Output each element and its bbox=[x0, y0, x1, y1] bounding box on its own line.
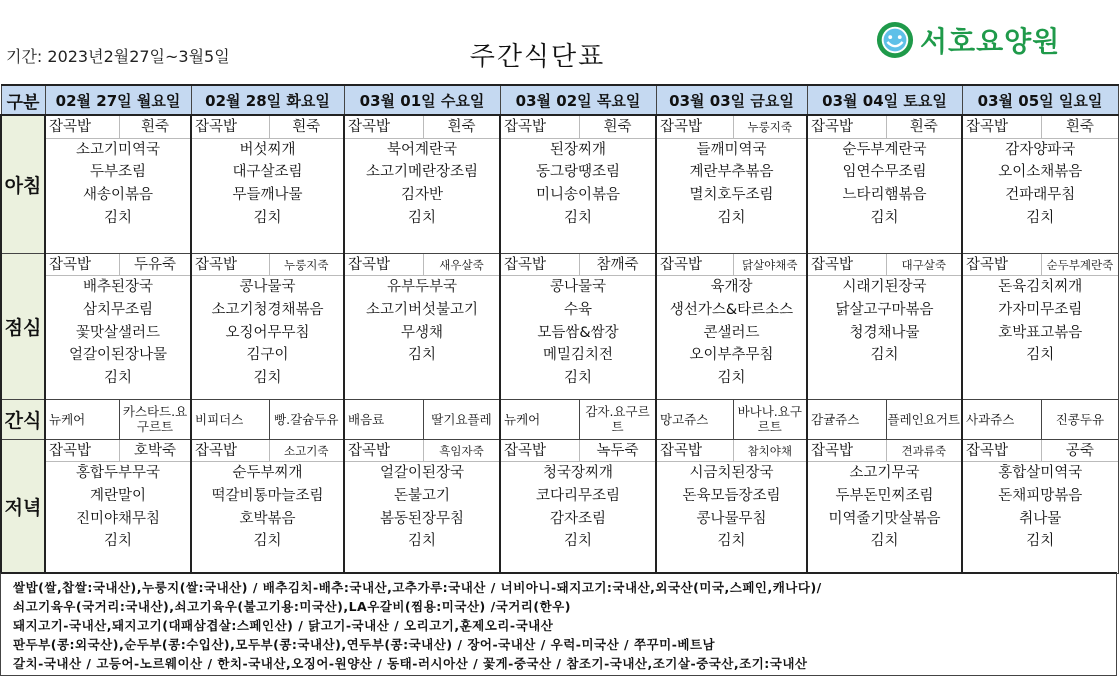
snack-item: 감자.요구르트 bbox=[579, 400, 655, 439]
menu-item: 얼갈이된장나물 bbox=[68, 347, 168, 364]
menu-item: 미니송이볶음 bbox=[535, 187, 621, 204]
staple-item: 잡곡밥 bbox=[966, 442, 1009, 459]
origin-line: 쇠고기육우(국거리:국내산),쇠고기육우(불고기용:미국산),LA우갈비(찜용:미국산) /국거리(한우) bbox=[13, 599, 571, 614]
porridge-item: 흰죽 bbox=[119, 116, 190, 138]
origin-line: 판두부(콩:외국산),순두부(콩:수입산),모두부(콩:국내산),연두부(콩:국내산) / 장어-국내산 / 우럭-미국산 / 쭈꾸미-베트남 bbox=[13, 637, 716, 652]
dinner-cell bbox=[45, 439, 191, 573]
menu-item: 김치 bbox=[563, 369, 592, 386]
menu-item: 무들깨나물 bbox=[232, 187, 303, 204]
menu-item: 소고기무국 bbox=[849, 465, 920, 482]
menu-item: 떡갈비통마늘조림 bbox=[211, 487, 324, 504]
menu-item: 미역줄기맛살볶음 bbox=[828, 510, 941, 527]
staple-row bbox=[808, 254, 961, 277]
menu-item: 두부돈민찌조림 bbox=[835, 487, 934, 504]
snack-item: 딸기요플레 bbox=[423, 400, 499, 439]
menu-item: 김치 bbox=[870, 347, 899, 364]
menu-item: 김치 bbox=[870, 533, 899, 550]
menu-item: 돈육모듬장조림 bbox=[682, 487, 781, 504]
staple-row bbox=[501, 254, 655, 277]
menu-item: 느타리햄볶음 bbox=[842, 187, 927, 204]
menu-item: 시래기된장국 bbox=[842, 279, 927, 296]
menu-item: 감자조림 bbox=[549, 510, 607, 527]
breakfast-cell bbox=[656, 115, 807, 253]
menu-item: 무생채 bbox=[400, 324, 444, 341]
staple-row bbox=[501, 116, 655, 139]
porridge-item: 두유죽 bbox=[119, 254, 190, 276]
menu-item: 김치 bbox=[870, 209, 899, 226]
menu-item: 홍합살미역국 bbox=[998, 465, 1083, 482]
menu-item: 계란부추볶음 bbox=[689, 164, 774, 181]
menu-item: 콩나물국 bbox=[239, 279, 296, 296]
origin-line: 돼지고기-국내산,돼지고기(대패삼겹살:스페인산) / 닭고기-국내산 / 오리고기,훈제오리-국내산 bbox=[13, 618, 554, 633]
staple-item: 잡곡밥 bbox=[348, 442, 391, 459]
menu-item: 순두부찌개 bbox=[232, 465, 303, 482]
dinner-cell bbox=[962, 439, 1118, 573]
snack-cell bbox=[191, 399, 344, 439]
staple-item: 잡곡밥 bbox=[195, 119, 238, 135]
menu-item: 소고기미역국 bbox=[75, 141, 161, 158]
snack-cell bbox=[45, 399, 191, 439]
menu-item: 육개장 bbox=[710, 279, 753, 296]
menu-item: 김치 bbox=[253, 209, 282, 226]
porridge-item: 누룽지죽 bbox=[269, 254, 344, 276]
staple-row bbox=[46, 440, 190, 463]
menu-item: 김치 bbox=[563, 209, 592, 226]
menu-item: 북어계란국 bbox=[386, 141, 458, 158]
menu-item: 돈육김치찌개 bbox=[998, 279, 1083, 296]
porridge-item: 흰죽 bbox=[579, 116, 655, 138]
porridge-item: 닭살야채죽 bbox=[733, 254, 807, 276]
menu-item: 김치 bbox=[103, 533, 132, 550]
dinner-cell bbox=[191, 439, 344, 573]
staple-row bbox=[657, 440, 806, 463]
menu-item: 호박표고볶음 bbox=[998, 324, 1083, 341]
menu-item: 새송이볶음 bbox=[82, 187, 154, 204]
menu-item: 꽃맛살샐러드 bbox=[75, 324, 161, 341]
snack-item: 배음료 bbox=[348, 411, 385, 427]
staple-row bbox=[345, 116, 499, 139]
day-header-row bbox=[1, 85, 1118, 115]
day-header: 03월 05일 일요일 bbox=[962, 85, 1118, 115]
porridge-item: 소고기죽 bbox=[269, 440, 344, 462]
lunch-cell bbox=[500, 253, 656, 399]
menu-item: 소고기버섯불고기 bbox=[365, 301, 479, 318]
staple-row bbox=[657, 254, 806, 277]
weekly-menu-table bbox=[0, 84, 1119, 574]
menu-item: 메밀김치전 bbox=[542, 347, 614, 364]
menu-item: 김치 bbox=[717, 533, 746, 550]
snack-item: 진콩두유 bbox=[1041, 400, 1117, 439]
snack-cell bbox=[962, 399, 1118, 439]
staple-row bbox=[345, 440, 499, 463]
porridge-item: 순두부계란죽 bbox=[1041, 254, 1117, 276]
porridge-item: 녹두죽 bbox=[579, 440, 655, 462]
menu-item: 생선가스&타르소스 bbox=[669, 301, 794, 318]
dinner-cell bbox=[807, 439, 962, 573]
menu-item bbox=[963, 367, 1118, 390]
menu-item: 청경채나물 bbox=[849, 324, 920, 341]
meal-label-lunch: 점심 bbox=[1, 253, 45, 399]
snack-items bbox=[963, 400, 1118, 439]
menu-item: 얼갈이된장국 bbox=[379, 465, 465, 482]
snack-cell bbox=[344, 399, 500, 439]
snack-cell bbox=[500, 399, 656, 439]
menu-item bbox=[808, 367, 961, 390]
menu-item: 감자양파국 bbox=[1005, 141, 1076, 158]
snack-items bbox=[501, 400, 655, 439]
day-header: 03월 02일 목요일 bbox=[500, 85, 656, 115]
menu-item: 들깨미역국 bbox=[696, 141, 767, 158]
staple-item: 잡곡밥 bbox=[811, 256, 854, 273]
lunch-cell bbox=[962, 253, 1118, 399]
staple-item: 잡곡밥 bbox=[966, 256, 1009, 273]
staple-row bbox=[963, 440, 1118, 463]
menu-item: 소고기메란장조림 bbox=[365, 164, 479, 181]
staple-row bbox=[657, 116, 806, 139]
staple-row bbox=[192, 116, 343, 139]
lunch-row bbox=[1, 253, 1118, 399]
page-header bbox=[0, 0, 1119, 84]
menu-item: 닭살고구마볶음 bbox=[835, 301, 934, 318]
breakfast-cell bbox=[962, 115, 1118, 253]
staple-row bbox=[192, 440, 343, 463]
meal-label-snack: 간식 bbox=[1, 399, 45, 439]
staple-row bbox=[963, 116, 1118, 139]
porridge-item: 누룽지죽 bbox=[733, 116, 807, 138]
porridge-item: 흰죽 bbox=[269, 116, 344, 138]
snack-row bbox=[1, 399, 1118, 439]
staple-item: 잡곡밥 bbox=[660, 256, 703, 273]
menu-item: 된장찌개 bbox=[549, 141, 607, 158]
menu-item: 청국장찌개 bbox=[542, 465, 614, 482]
menu-item: 동그랑땡조림 bbox=[535, 164, 621, 181]
day-header: 03월 04일 토요일 bbox=[807, 85, 962, 115]
menu-item: 김치 bbox=[253, 369, 282, 386]
snack-item: 바나나.요구르트 bbox=[733, 400, 807, 439]
snack-items bbox=[345, 400, 499, 439]
porridge-item: 공죽 bbox=[1041, 440, 1117, 462]
dinner-row bbox=[1, 439, 1118, 573]
menu-item: 배추된장국 bbox=[82, 279, 154, 296]
menu-item: 김치 bbox=[717, 369, 746, 386]
breakfast-cell bbox=[500, 115, 656, 253]
staple-row bbox=[345, 254, 499, 277]
menu-item: 시금치된장국 bbox=[689, 465, 774, 482]
menu-item: 취나물 bbox=[1019, 510, 1062, 527]
menu-item: 순두부계란국 bbox=[842, 141, 927, 158]
menu-item: 김구이 bbox=[246, 347, 289, 364]
staple-row bbox=[963, 254, 1118, 277]
menu-item: 김자반 bbox=[400, 187, 444, 204]
snack-item: 뉴케어 bbox=[49, 411, 86, 427]
menu-item: 삼치무조림 bbox=[82, 301, 154, 318]
snack-item: 뉴케어 bbox=[504, 411, 541, 427]
menu-item: 콩나물국 bbox=[549, 279, 607, 296]
snack-item: 감귤쥬스 bbox=[811, 411, 860, 427]
menu-item: 봄동된장무침 bbox=[379, 510, 465, 527]
breakfast-cell bbox=[807, 115, 962, 253]
menu-item: 김치 bbox=[1026, 347, 1055, 364]
snack-cell bbox=[656, 399, 807, 439]
menu-item: 오이부추무침 bbox=[689, 347, 774, 364]
staple-row bbox=[808, 440, 961, 463]
staple-item: 잡곡밥 bbox=[49, 442, 92, 459]
menu-item: 진미야채무침 bbox=[75, 510, 161, 527]
breakfast-cell bbox=[191, 115, 344, 253]
staple-item: 잡곡밥 bbox=[49, 256, 92, 273]
staple-row bbox=[46, 116, 190, 139]
snack-item: 비피더스 bbox=[195, 411, 244, 427]
porridge-item: 호박죽 bbox=[119, 440, 190, 462]
menu-item: 김치 bbox=[717, 209, 746, 226]
menu-item: 버섯찌개 bbox=[239, 141, 296, 158]
snack-item: 빵.갈슘두유 bbox=[269, 400, 344, 439]
staple-item: 잡곡밥 bbox=[348, 256, 391, 273]
menu-item: 두부조림 bbox=[89, 164, 147, 181]
staple-item: 잡곡밥 bbox=[811, 442, 854, 459]
menu-item: 호박볶음 bbox=[239, 510, 296, 527]
porridge-item: 견과류죽 bbox=[886, 440, 962, 462]
staple-item: 잡곡밥 bbox=[504, 256, 547, 273]
day-header: 02월 28일 화요일 bbox=[191, 85, 344, 115]
menu-item bbox=[345, 367, 499, 390]
logo bbox=[876, 20, 1060, 60]
snack-items bbox=[192, 400, 343, 439]
porridge-item: 참깨죽 bbox=[579, 254, 655, 276]
menu-item: 김치 bbox=[407, 533, 436, 550]
porridge-item: 흰죽 bbox=[1041, 116, 1117, 138]
day-header: 03월 01일 수요일 bbox=[344, 85, 500, 115]
dinner-cell bbox=[500, 439, 656, 573]
lunch-cell bbox=[45, 253, 191, 399]
menu-item: 오이소채볶음 bbox=[998, 164, 1083, 181]
breakfast-cell bbox=[45, 115, 191, 253]
menu-item: 계란말이 bbox=[89, 487, 147, 504]
menu-item: 유부두부국 bbox=[386, 279, 458, 296]
menu-item: 멸치호두조림 bbox=[689, 187, 774, 204]
porridge-item: 흰죽 bbox=[423, 116, 499, 138]
snack-item: 플레인요거트 bbox=[886, 400, 962, 439]
staple-item: 잡곡밥 bbox=[195, 256, 238, 273]
staple-item: 잡곡밥 bbox=[195, 442, 238, 459]
staple-row bbox=[192, 254, 343, 277]
menu-item: 돈채피망볶음 bbox=[998, 487, 1083, 504]
snack-item: 사과쥬스 bbox=[966, 411, 1015, 427]
menu-item: 가자미무조림 bbox=[998, 301, 1083, 318]
menu-item: 콘샐러드 bbox=[703, 324, 760, 341]
menu-item: 수육 bbox=[563, 301, 592, 318]
page-title: 주간식단표 bbox=[469, 42, 606, 72]
breakfast-row bbox=[1, 115, 1118, 253]
gubun-header: 구분 bbox=[1, 85, 45, 115]
origin-line: 갈치-국내산 / 고등어-노르웨이산 / 한치-국내산,오징어-원양산 / 동태-러시아산 / 꽃게-중국산 / 참조기-국내산,조기살-중국산,조기:국내산 bbox=[13, 656, 808, 671]
smiley-logo-icon bbox=[876, 21, 914, 59]
menu-item: 임연수무조림 bbox=[842, 164, 927, 181]
snack-cell bbox=[807, 399, 962, 439]
menu-period: 기간: 2023년2월27일~3월5일 bbox=[6, 47, 230, 66]
staple-item: 잡곡밥 bbox=[660, 119, 703, 135]
menu-item: 오징어무무침 bbox=[225, 324, 310, 341]
menu-item: 김치 bbox=[103, 209, 132, 226]
origin-line: 쌀밥(쌀,찹쌀:국내산),누룽지(쌀:국내산) / 배추김치-배추:국내산,고추가루:국내산 / 너비아니-돼지고기:국내산,외국산(미국,스페인,캐나다)/ bbox=[13, 580, 822, 595]
staple-item: 잡곡밥 bbox=[504, 119, 547, 135]
lunch-cell bbox=[656, 253, 807, 399]
porridge-item: 흑임자죽 bbox=[423, 440, 499, 462]
staple-item: 잡곡밥 bbox=[49, 119, 92, 135]
porridge-item: 참치야채 bbox=[733, 440, 807, 462]
dinner-cell bbox=[344, 439, 500, 573]
menu-item: 콩나물무침 bbox=[696, 510, 767, 527]
staple-item: 잡곡밥 bbox=[348, 119, 391, 135]
staple-item: 잡곡밥 bbox=[660, 442, 703, 459]
staple-item: 잡곡밥 bbox=[811, 119, 854, 135]
meal-label-dinner: 저녁 bbox=[1, 439, 45, 573]
origin-notice bbox=[0, 572, 1117, 676]
porridge-item: 대구살죽 bbox=[886, 254, 962, 276]
menu-item: 김치 bbox=[407, 209, 436, 226]
staple-row bbox=[46, 254, 190, 277]
staple-row bbox=[501, 440, 655, 463]
snack-item: 망고쥬스 bbox=[660, 411, 709, 427]
snack-items bbox=[657, 400, 806, 439]
menu-item: 김치 bbox=[253, 533, 282, 550]
menu-item: 모듬쌈&쌈장 bbox=[537, 324, 619, 341]
menu-item: 소고기청경채볶음 bbox=[211, 301, 324, 318]
day-header: 03월 03일 금요일 bbox=[656, 85, 807, 115]
menu-item: 대구살조림 bbox=[232, 164, 303, 181]
menu-item: 김치 bbox=[1026, 209, 1055, 226]
lunch-cell bbox=[344, 253, 500, 399]
meal-label-breakfast: 아침 bbox=[1, 115, 45, 253]
snack-item: 카스타드.요구르트 bbox=[119, 400, 190, 439]
day-header: 02월 27일 월요일 bbox=[45, 85, 191, 115]
menu-item: 돈불고기 bbox=[393, 487, 451, 504]
menu-item: 코다리무조림 bbox=[535, 487, 621, 504]
menu-item: 건파래무침 bbox=[1005, 187, 1076, 204]
staple-item: 잡곡밥 bbox=[966, 119, 1009, 135]
menu-item: 김치 bbox=[103, 369, 132, 386]
logo-text: 서호요양원 bbox=[920, 25, 1061, 58]
lunch-cell bbox=[807, 253, 962, 399]
snack-items bbox=[808, 400, 961, 439]
menu-item: 김치 bbox=[407, 347, 436, 364]
snack-items bbox=[46, 400, 190, 439]
porridge-item: 흰죽 bbox=[886, 116, 962, 138]
menu-item: 김치 bbox=[1026, 533, 1055, 550]
staple-item: 잡곡밥 bbox=[504, 442, 547, 459]
menu-item: 홍합두부무국 bbox=[75, 465, 161, 482]
menu-item: 김치 bbox=[563, 533, 592, 550]
porridge-item: 새우살죽 bbox=[423, 254, 499, 276]
breakfast-cell bbox=[344, 115, 500, 253]
lunch-cell bbox=[191, 253, 344, 399]
staple-row bbox=[808, 116, 961, 139]
dinner-cell bbox=[656, 439, 807, 573]
